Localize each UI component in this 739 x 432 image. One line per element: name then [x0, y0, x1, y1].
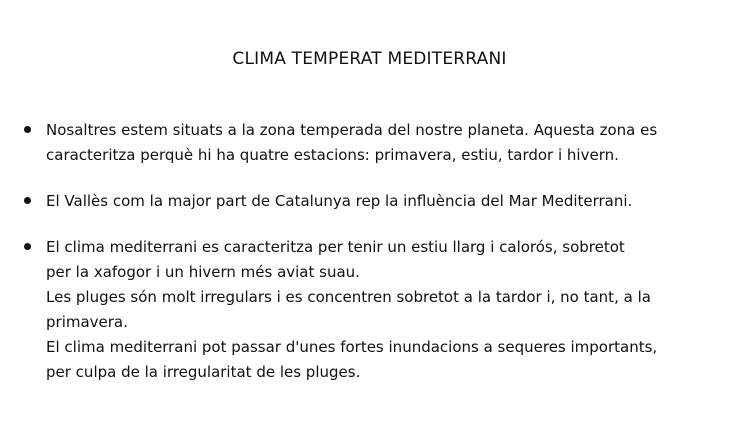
- bullet-text-line: El clima mediterrani pot passar d'unes fortes inundacions a sequeres importants,: [46, 338, 658, 356]
- bullet-list: [0, 118, 739, 385]
- bullet-text-line: per culpa de la irregularitat de les pluges.: [46, 363, 361, 381]
- bullet-text-line: caracteritza perquè hi ha quatre estacions: primavera, estiu, tardor i hivern.: [46, 146, 619, 164]
- page-title: CLIMA TEMPERAT MEDITERRANI: [232, 49, 507, 69]
- bullet-item: [0, 189, 739, 214]
- bullet-dot-icon: [24, 243, 31, 250]
- bullet-text-line: per la xafogor i un hivern més aviat suau.: [46, 263, 360, 281]
- bullet-text-line: primavera.: [46, 313, 128, 331]
- bullet-dot-icon: [24, 126, 31, 133]
- bullet-text-line: Nosaltres estem situats a la zona temperada del nostre planeta. Aquesta zona es: [46, 121, 658, 139]
- bullet-item: [0, 118, 739, 168]
- bullet-text-line: El Vallès com la major part de Catalunya rep la influència del Mar Mediterrani.: [46, 192, 633, 210]
- bullet-item: [0, 235, 739, 385]
- bullet-text-line: El clima mediterrani es caracteritza per tenir un estiu llarg i calorós, sobretot: [46, 238, 625, 256]
- bullet-dot-icon: [24, 197, 31, 204]
- bullet-text-line: Les pluges són molt irregulars i es concentren sobretot a la tardor i, no tant, a la: [46, 288, 651, 306]
